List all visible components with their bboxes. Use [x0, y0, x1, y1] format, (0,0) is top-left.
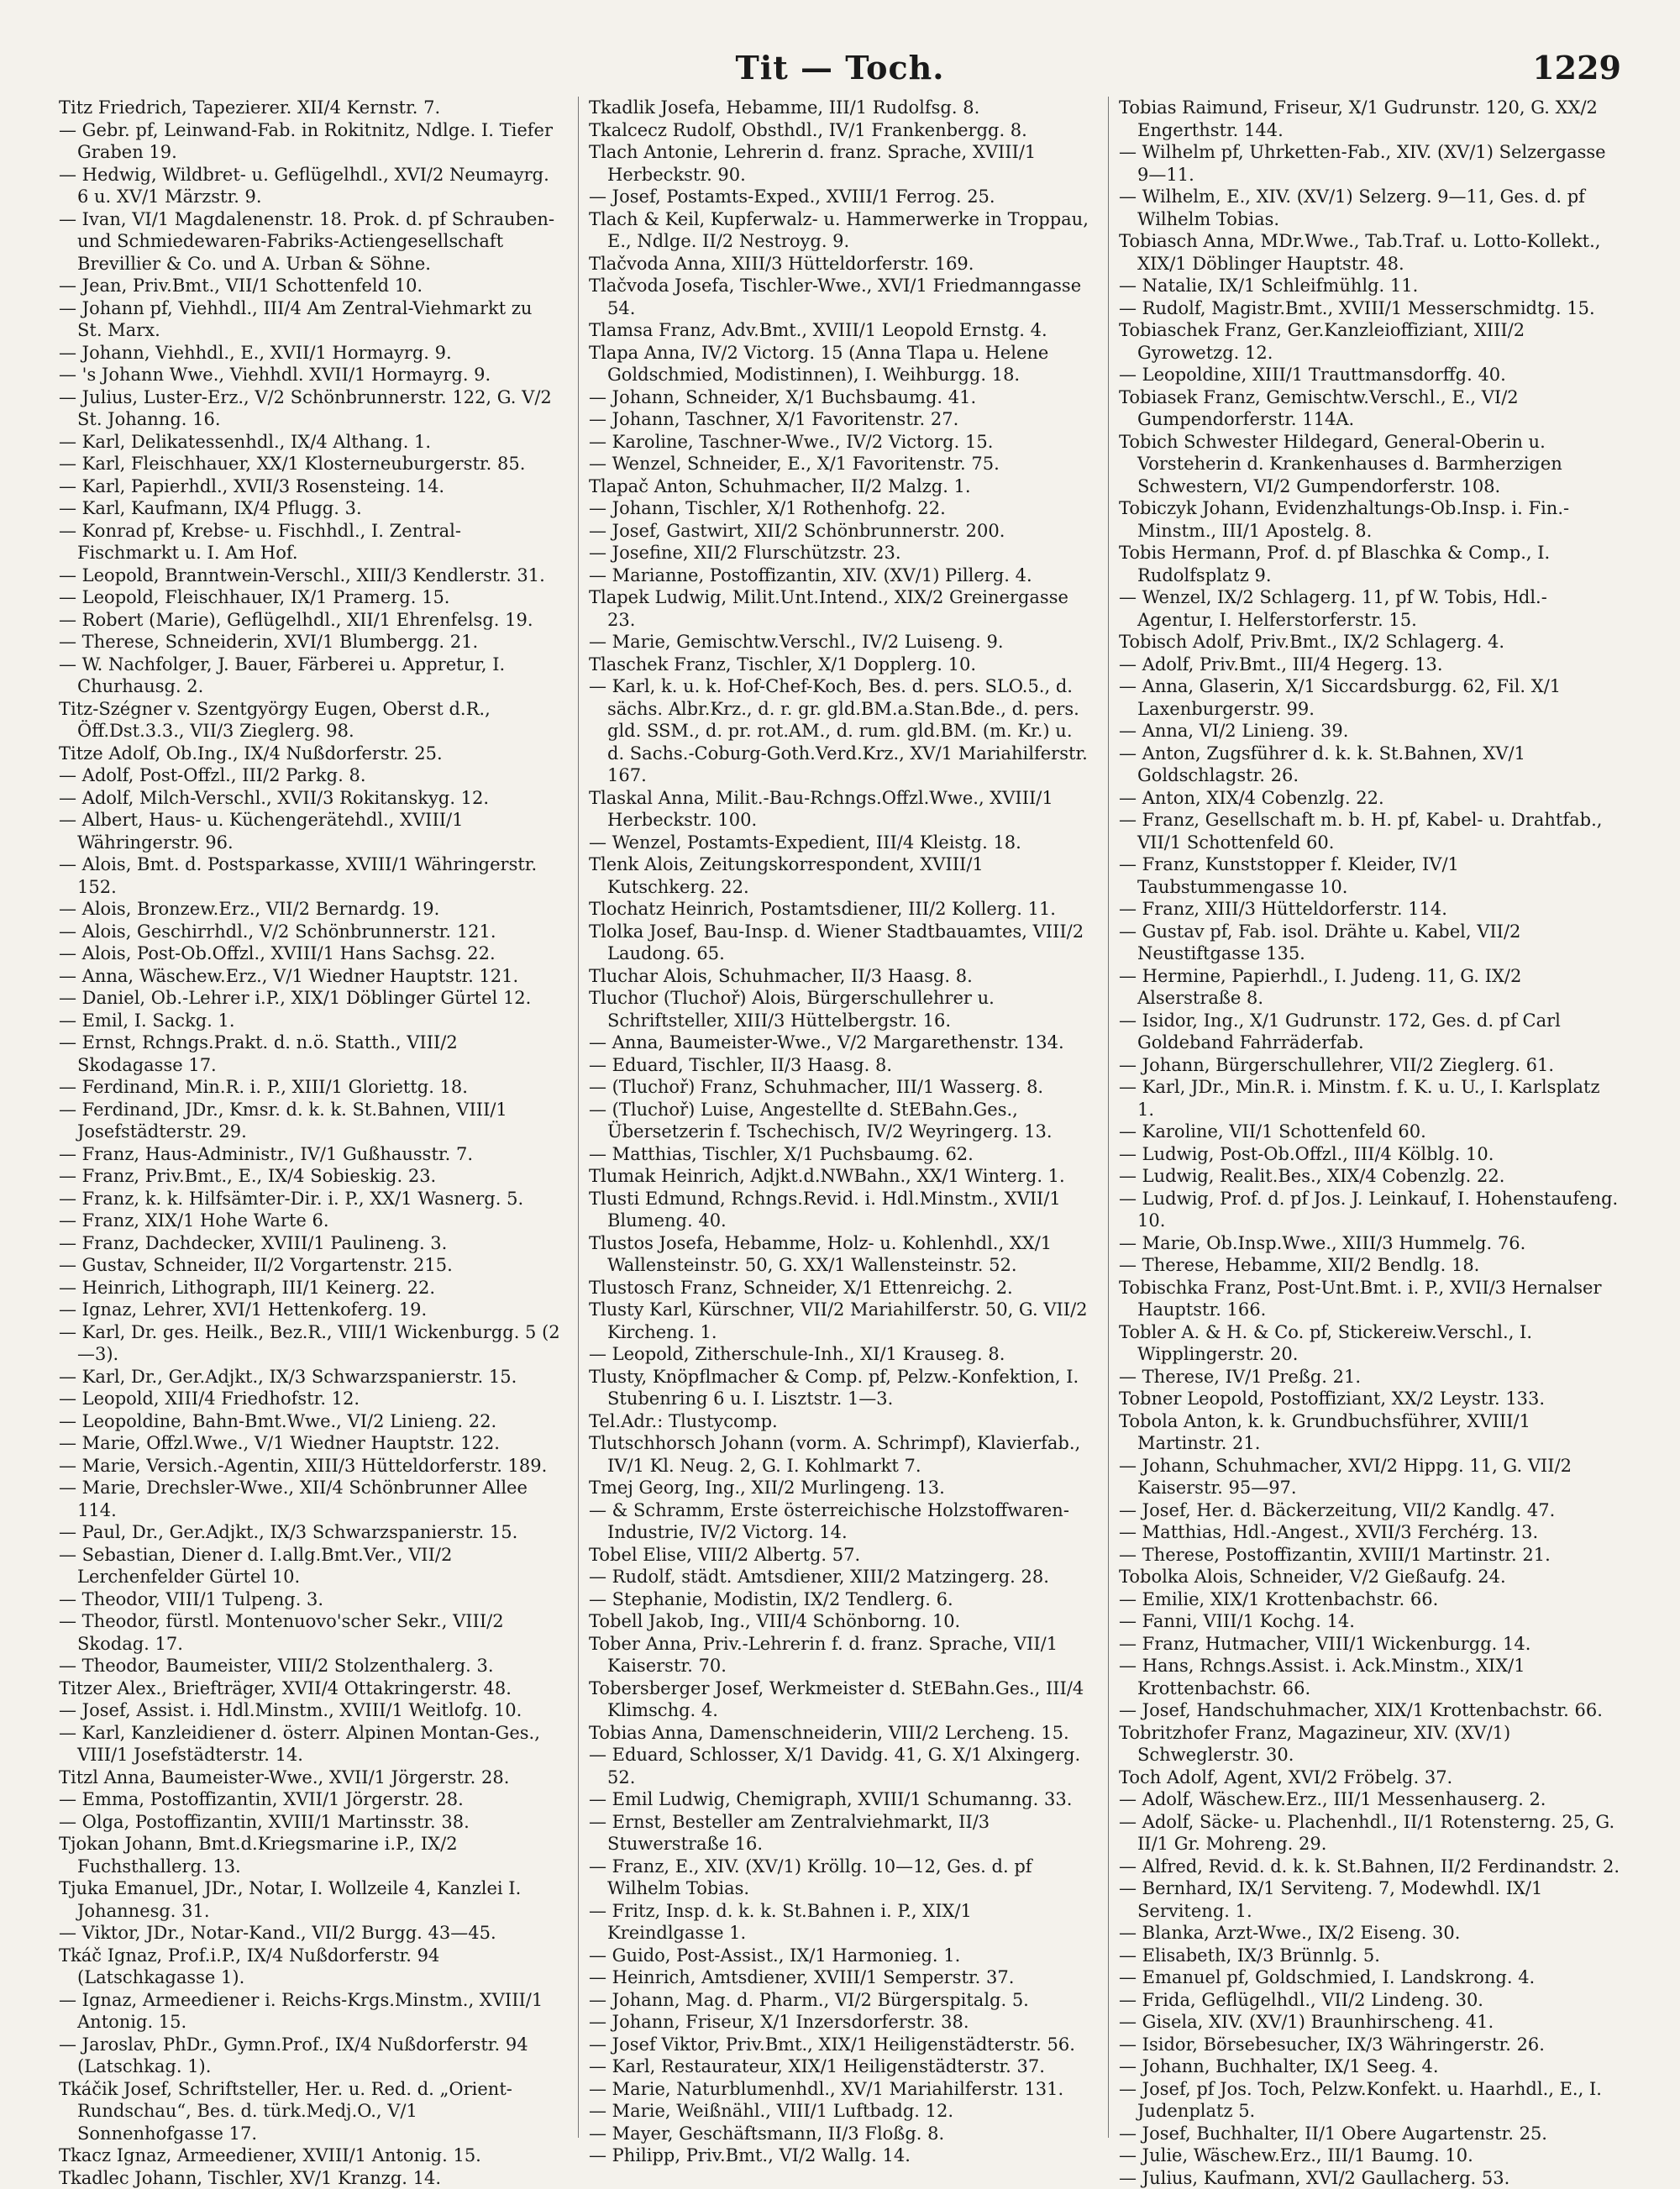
directory-entry: — Ludwig, Prof. d. pf Jos. J. Leinkauf, I. Hohenstaufeng. 10.: [1119, 1188, 1621, 1232]
directory-entry: — Leopoldine, XIII/1 Trauttmansdorffg. 40.: [1119, 364, 1621, 386]
directory-entry: — Bernhard, IX/1 Serviteng. 7, Modewhdl. IX/1 Serviteng. 1.: [1119, 1877, 1621, 1922]
directory-entry: — Marianne, Postoffizantin, XIV. (XV/1) Pillerg. 4.: [589, 564, 1091, 587]
directory-entry: — Rudolf, städt. Amtsdiener, XIII/2 Matzingerg. 28.: [589, 1566, 1091, 1588]
directory-entry: — (Tluchoř) Luise, Angestellte d. StEBahn.Ges., Übersetzerin f. Tschechisch, IV/2 Weyringerg. 13.: [589, 1099, 1091, 1143]
directory-entry: — Josef, Handschuhmacher, XIX/1 Krottenbachstr. 66.: [1119, 1699, 1621, 1722]
directory-entry: Tlapa Anna, IV/2 Victorg. 15 (Anna Tlapa u. Helene Goldschmied, Modistinnen), I. Weihburgg. 18.: [589, 342, 1091, 386]
directory-entry: Tobel Elise, VIII/2 Albertg. 57.: [589, 1544, 1091, 1567]
directory-entry: — Alfred, Revid. d. k. k. St.Bahnen, II/2 Ferdinandstr. 2.: [1119, 1856, 1621, 1878]
directory-entry: — Johann, Tischler, X/1 Rothenhofg. 22.: [589, 497, 1091, 520]
directory-entry: — Emanuel pf, Goldschmied, I. Landskrong. 4.: [1119, 1966, 1621, 1989]
directory-entry: — Franz, Priv.Bmt., E., IX/4 Sobieskig. 23.: [59, 1165, 561, 1188]
directory-entry: Tlusty, Knöpflmacher & Comp. pf, Pelzw.-Konfektion, I. Stubenring 6 u. I. Lisztstr. 1—3.: [589, 1366, 1091, 1410]
directory-entry: — Johann, Schneider, X/1 Buchsbaumg. 41.: [589, 386, 1091, 409]
directory-entry: — Johann, Friseur, X/1 Inzersdorferstr. 38.: [589, 2011, 1091, 2034]
directory-entry: — Leopold, Branntwein-Verschl., XIII/3 Kendlerstr. 31.: [59, 564, 561, 587]
directory-entry: — Ludwig, Realit.Bes., XIX/4 Cobenzlg. 22.: [1119, 1165, 1621, 1188]
directory-entry: — Karl, Papierhdl., XVII/3 Rosensteing. 14.: [59, 475, 561, 498]
directory-entry: — Franz, Dachdecker, XVIII/1 Paulineng. 3.: [59, 1232, 561, 1255]
directory-entry: — Robert (Marie), Geflügelhdl., XII/1 Ehrenfelsg. 19.: [59, 609, 561, 632]
directory-entry: — Johann pf, Viehhdl., III/4 Am Zentral-Viehmarkt zu St. Marx.: [59, 297, 561, 342]
directory-entry: — Josef, Gastwirt, XII/2 Schönbrunnerstr. 200.: [589, 520, 1091, 543]
directory-entry: Titz-Szégner v. Szentgyörgy Eugen, Oberst d.R., Öff.Dst.3.3., VII/3 Zieglerg. 98.: [59, 698, 561, 743]
directory-entry: Tkadlik Josefa, Hebamme, III/1 Rudolfsg. 8.: [589, 97, 1091, 119]
directory-entry: — Daniel, Ob.-Lehrer i.P., XIX/1 Döblinger Gürtel 12.: [59, 987, 561, 1010]
directory-entry: — Alois, Bronzew.Erz., VII/2 Bernardg. 19.: [59, 898, 561, 921]
page-number: 1229: [1532, 49, 1621, 87]
directory-entry: — Anna, VI/2 Linieng. 39.: [1119, 720, 1621, 743]
directory-entry: — Marie, Offzl.Wwe., V/1 Wiedner Hauptstr. 122.: [59, 1432, 561, 1455]
directory-entry: Tobiasek Franz, Gemischtw.Verschl., E., VI/2 Gumpendorferstr. 114A.: [1119, 386, 1621, 431]
directory-entry: Tjokan Johann, Bmt.d.Kriegsmarine i.P., IX/2 Fuchsthallerg. 13.: [59, 1833, 561, 1877]
directory-entry: — Jean, Priv.Bmt., VII/1 Schottenfeld 10.: [59, 275, 561, 297]
directory-entry: — Heinrich, Amtsdiener, XVIII/1 Semperstr. 37.: [589, 1966, 1091, 1989]
directory-entry: Tlumak Heinrich, Adjkt.d.NWBahn., XX/1 Winterg. 1.: [589, 1165, 1091, 1188]
directory-entry: — Emma, Postoffizantin, XVII/1 Jörgerstr. 28.: [59, 1788, 561, 1811]
directory-entry: — Therese, IV/1 Preßg. 21.: [1119, 1366, 1621, 1388]
directory-entry: — Mayer, Geschäftsmann, II/3 Floßg. 8.: [589, 2123, 1091, 2145]
directory-entry: — Leopoldine, Bahn-Bmt.Wwe., VI/2 Linieng. 22.: [59, 1410, 561, 1433]
directory-entry: — Hedwig, Wildbret- u. Geflügelhdl., XVI/2 Neumayrg. 6 u. XV/1 Märzstr. 9.: [59, 164, 561, 208]
directory-entry: — Wenzel, IX/2 Schlagerg. 11, pf W. Tobis, Hdl.-Agentur, I. Helferstorferstr. 15.: [1119, 586, 1621, 631]
directory-column-3: [1108, 97, 1621, 2138]
directory-entry: — Hermine, Papierhdl., I. Judeng. 11, G. IX/2 Alserstraße 8.: [1119, 965, 1621, 1010]
directory-entry: — Marie, Drechsler-Wwe., XII/4 Schönbrunner Allee 114.: [59, 1477, 561, 1521]
directory-entry: — Matthias, Tischler, X/1 Puchsbaumg. 62.: [589, 1143, 1091, 1166]
directory-entry: Tobias Anna, Damenschneiderin, VIII/2 Lercheng. 15.: [589, 1722, 1091, 1745]
directory-entry: — Karl, Delikatessenhdl., IX/4 Althang. 1.: [59, 431, 561, 454]
directory-entry: Titzer Alex., Briefträger, XVII/4 Ottakringerstr. 48.: [59, 1677, 561, 1700]
directory-entry: — Ivan, VI/1 Magdalenenstr. 18. Prok. d. pf Schrauben- und Schmiedewaren-Fabriks-Actiengesellschaft Brevillier & Co. und A. Urban & Söhne.: [59, 208, 561, 276]
directory-entry: Tkadlec Johann, Tischler, XV/1 Kranzg. 14.: [59, 2167, 561, 2189]
directory-entry: — Anton, Zugsführer d. k. k. St.Bahnen, XV/1 Goldschlagstr. 26.: [1119, 743, 1621, 787]
directory-entry: — Marie, Versich.-Agentin, XIII/3 Hütteldorferstr. 189.: [59, 1455, 561, 1478]
directory-entry: Tobiasch Anna, MDr.Wwe., Tab.Traf. u. Lotto-Kollekt., XIX/1 Döblinger Hauptstr. 48.: [1119, 230, 1621, 275]
directory-entry: — Julie, Wäschew.Erz., III/1 Baumg. 10.: [1119, 2144, 1621, 2167]
directory-entry: Tobiczyk Johann, Evidenzhaltungs-Ob.Insp. i. Fin.-Minstm., III/1 Apostelg. 8.: [1119, 497, 1621, 542]
directory-entry: — Alois, Bmt. d. Postsparkasse, XVIII/1 Währingerstr. 152.: [59, 853, 561, 898]
directory-entry: — Wenzel, Schneider, E., X/1 Favoritenstr. 75.: [589, 453, 1091, 475]
directory-entry: — Karl, JDr., Min.R. i. Minstm. f. K. u. U., I. Karlsplatz 1.: [1119, 1076, 1621, 1121]
directory-entry: — Viktor, JDr., Notar-Kand., VII/2 Burgg. 43—45.: [59, 1922, 561, 1945]
directory-entry: — Theodor, fürstl. Montenuovo'scher Sekr., VIII/2 Skodag. 17.: [59, 1610, 561, 1655]
directory-entry: Tkáčik Josef, Schriftsteller, Her. u. Red. d. „Orient-Rundschau“, Bes. d. türk.Medj.O., V/1 Sonnenhofgasse 17.: [59, 2078, 561, 2145]
directory-entry: — Josef, Buchhalter, II/1 Obere Augartenstr. 25.: [1119, 2123, 1621, 2145]
directory-entry: Tkáč Ignaz, Prof.i.P., IX/4 Nußdorferstr. 94 (Latschkagasse 1).: [59, 1945, 561, 1989]
directory-entry: Tlenk Alois, Zeitungskorrespondent, XVIII/1 Kutschkerg. 22.: [589, 853, 1091, 898]
directory-entry: — Emil, I. Sackg. 1.: [59, 1010, 561, 1032]
page-title: Tit — Toch.: [59, 49, 1621, 87]
directory-entry: — Rudolf, Magistr.Bmt., XVIII/1 Messerschmidtg. 15.: [1119, 297, 1621, 320]
directory-entry: — Karl, Kaufmann, IX/4 Pflugg. 3.: [59, 497, 561, 520]
directory-entry: — Leopold, Zitherschule-Inh., XI/1 Krauseg. 8.: [589, 1343, 1091, 1366]
directory-entry: — Fritz, Insp. d. k. k. St.Bahnen i. P., XIX/1 Kreindlgasse 1.: [589, 1900, 1091, 1945]
directory-entry: Tlaschek Franz, Tischler, X/1 Dopplerg. 10.: [589, 654, 1091, 676]
directory-entry: — Marie, Naturblumenhdl., XV/1 Mariahilferstr. 131.: [589, 2078, 1091, 2101]
directory-entry: Tobler A. & H. & Co. pf, Stickereiw.Verschl., I. Wipplingerstr. 20.: [1119, 1321, 1621, 1366]
directory-entry: — Konrad pf, Krebse- u. Fischhdl., I. Zentral-Fischmarkt u. I. Am Hof.: [59, 520, 561, 564]
directory-entry: — Stephanie, Modistin, IX/2 Tendlerg. 6.: [589, 1588, 1091, 1611]
directory-entry: — Marie, Ob.Insp.Wwe., XIII/3 Hummelg. 76.: [1119, 1232, 1621, 1255]
directory-entry: — Leopold, XIII/4 Friedhofstr. 12.: [59, 1388, 561, 1410]
directory-entry: — Wenzel, Postamts-Expedient, III/4 Kleistg. 18.: [589, 832, 1091, 854]
directory-entry: — Johann, Bürgerschullehrer, VII/2 Zieglerg. 61.: [1119, 1054, 1621, 1077]
directory-entry: Tlustosch Franz, Schneider, X/1 Ettenreichg. 2.: [589, 1277, 1091, 1299]
directory-entry: — Emil Ludwig, Chemigraph, XVIII/1 Schumanng. 33.: [589, 1788, 1091, 1811]
directory-entry: — Karl, Kanzleidiener d. österr. Alpinen Montan-Ges., VIII/1 Josefstädterstr. 14.: [59, 1722, 561, 1766]
directory-entry: — Johann, Taschner, X/1 Favoritenstr. 27.: [589, 408, 1091, 431]
directory-entry: — Josef Viktor, Priv.Bmt., XIX/1 Heiligenstädterstr. 56.: [589, 2034, 1091, 2056]
directory-entry: — Natalie, IX/1 Schleifmühlg. 11.: [1119, 275, 1621, 297]
directory-entry: — Wilhelm, E., XIV. (XV/1) Selzerg. 9—11, Ges. d. pf Wilhelm Tobias.: [1119, 186, 1621, 230]
directory-entry: — Ferdinand, Min.R. i. P., XIII/1 Gloriettg. 18.: [59, 1076, 561, 1099]
directory-entry: — Adolf, Post-Offzl., III/2 Parkg. 8.: [59, 764, 561, 787]
directory-entry: Tobich Schwester Hildegard, General-Oberin u. Vorsteherin d. Krankenhauses d. Barmherzigen Schwestern, VI/2 Gumpendorferstr. 108.: [1119, 431, 1621, 498]
directory-entry: — Blanka, Arzt-Wwe., IX/2 Eiseng. 30.: [1119, 1922, 1621, 1945]
directory-entry: — Anna, Glaserin, X/1 Siccardsburgg. 62, Fil. X/1 Laxenburgerstr. 99.: [1119, 675, 1621, 720]
directory-entry: Tlusti Edmund, Rchngs.Revid. i. Hdl.Minstm., XVII/1 Blumeng. 40.: [589, 1188, 1091, 1232]
directory-entry: — Franz, Hutmacher, VIII/1 Wickenburgg. 14.: [1119, 1633, 1621, 1656]
directory-entry: — Adolf, Säcke- u. Plachenhdl., II/1 Rotensterng. 25, G. II/1 Gr. Mohreng. 29.: [1119, 1811, 1621, 1856]
directory-entry: Tlapač Anton, Schuhmacher, II/2 Malzg. 1.: [589, 475, 1091, 498]
directory-entry: Tlach & Keil, Kupferwalz- u. Hammerwerke in Troppau, E., Ndlge. II/2 Nestroyg. 9.: [589, 208, 1091, 253]
directory-entry: — Heinrich, Lithograph, III/1 Keinerg. 22.: [59, 1277, 561, 1299]
directory-entry: — Ignaz, Lehrer, XVI/1 Hettenkoferg. 19.: [59, 1299, 561, 1321]
directory-entry: — W. Nachfolger, J. Bauer, Färberei u. Appretur, I. Churhausg. 2.: [59, 654, 561, 698]
directory-entry: — Leopold, Fleischhauer, IX/1 Pramerg. 15.: [59, 586, 561, 609]
directory-entry: Toch Adolf, Agent, XVI/2 Fröbelg. 37.: [1119, 1766, 1621, 1789]
directory-entry: — Adolf, Priv.Bmt., III/4 Hegerg. 13.: [1119, 654, 1621, 676]
directory-entry: — Hans, Rchngs.Assist. i. Ack.Minstm., XIX/1 Krottenbachstr. 66.: [1119, 1655, 1621, 1699]
directory-entry: Tobell Jakob, Ing., VIII/4 Schönborng. 10.: [589, 1610, 1091, 1633]
directory-entry: — Alois, Post-Ob.Offzl., XVIII/1 Hans Sachsg. 22.: [59, 942, 561, 965]
directory-entry: Tobner Leopold, Postoffiziant, XX/2 Leystr. 133.: [1119, 1388, 1621, 1410]
directory-entry: — Albert, Haus- u. Küchengerätehdl., XVIII/1 Währingerstr. 96.: [59, 809, 561, 853]
directory-entry: — Isidor, Ing., X/1 Gudrunstr. 172, Ges. d. pf Carl Goldeband Fahrräderfab.: [1119, 1010, 1621, 1054]
directory-entry: Tlustos Josefa, Hebamme, Holz- u. Kohlenhdl., XX/1 Wallensteinstr. 50, G. XX/1 Wallensteinstr. 52.: [589, 1232, 1091, 1277]
directory-entry: Titz Friedrich, Tapezierer. XII/4 Kernstr. 7.: [59, 97, 561, 119]
directory-entry: — Therese, Schneiderin, XVI/1 Blumbergg. 21.: [59, 631, 561, 654]
directory-entry: — Johann, Buchhalter, IX/1 Seeg. 4.: [1119, 2055, 1621, 2078]
directory-entry: — Philipp, Priv.Bmt., VI/2 Wallg. 14.: [589, 2144, 1091, 2167]
directory-entry: Tluchor (Tluchoř) Alois, Bürgerschullehrer u. Schriftsteller, XIII/3 Hüttelbergstr. 16.: [589, 987, 1091, 1032]
directory-entry: — Marie, Gemischtw.Verschl., IV/2 Luiseng. 9.: [589, 631, 1091, 654]
directory-entry: — Ludwig, Post-Ob.Offzl., III/4 Kölblg. 10.: [1119, 1143, 1621, 1166]
directory-entry: — Franz, k. k. Hilfsämter-Dir. i. P., XX/1 Wasnerg. 5.: [59, 1188, 561, 1210]
directory-entry: — Gustav, Schneider, II/2 Vorgartenstr. 215.: [59, 1254, 561, 1277]
directory-column-1: [59, 97, 561, 2138]
directory-entry: Titze Adolf, Ob.Ing., IX/4 Nußdorferstr. 25.: [59, 743, 561, 765]
directory-entry: Tobis Hermann, Prof. d. pf Blaschka & Comp., I. Rudolfsplatz 9.: [1119, 542, 1621, 586]
directory-entry: — Karl, Restaurateur, XIX/1 Heiligenstädterstr. 37.: [589, 2055, 1091, 2078]
directory-entry: — Therese, Postoffizantin, XVIII/1 Martinstr. 21.: [1119, 1544, 1621, 1567]
directory-entry: Tlapek Ludwig, Milit.Unt.Intend., XIX/2 Greinergasse 23.: [589, 586, 1091, 631]
directory-entry: Tkacz Ignaz, Armeediener, XVIII/1 Antonig. 15.: [59, 2144, 561, 2167]
directory-entry: — Josef, Assist. i. Hdl.Minstm., XVIII/1 Weitlofg. 10.: [59, 1699, 561, 1722]
directory-entry: — Adolf, Milch-Verschl., XVII/3 Rokitanskyg. 12.: [59, 787, 561, 810]
directory-entry: — Anna, Wäschew.Erz., V/1 Wiedner Hauptstr. 121.: [59, 965, 561, 988]
directory-entry: Tlaskal Anna, Milit.-Bau-Rchngs.Offzl.Wwe., XVIII/1 Herbeckstr. 100.: [589, 787, 1091, 832]
directory-entry: — 's Johann Wwe., Viehhdl. XVII/1 Hormayrg. 9.: [59, 364, 561, 386]
directory-entry: — Franz, E., XIV. (XV/1) Kröllg. 10—12, Ges. d. pf Wilhelm Tobias.: [589, 1856, 1091, 1900]
directory-entry: Tlačvoda Josefa, Tischler-Wwe., XVI/1 Friedmanngasse 54.: [589, 275, 1091, 319]
directory-entry: Tobritzhofer Franz, Magazineur, XIV. (XV/1) Schweglerstr. 30.: [1119, 1722, 1621, 1766]
directory-entry: — Olga, Postoffizantin, XVIII/1 Martinsstr. 38.: [59, 1811, 561, 1834]
directory-entry: — Johann, Schuhmacher, XVI/2 Hippg. 11, G. VII/2 Kaiserstr. 95—97.: [1119, 1455, 1621, 1499]
directory-entry: — Franz, XIX/1 Hohe Warte 6.: [59, 1210, 561, 1232]
directory-entry: — Josef, Postamts-Exped., XVIII/1 Ferrog. 25.: [589, 186, 1091, 208]
directory-entry: — Johann, Mag. d. Pharm., VI/2 Bürgerspitalg. 5.: [589, 1989, 1091, 2012]
directory-column-2: [578, 97, 1091, 2138]
directory-entry: Tlach Antonie, Lehrerin d. franz. Sprache, XVIII/1 Herbeckstr. 90.: [589, 141, 1091, 186]
directory-entry: Tluchar Alois, Schuhmacher, II/3 Haasg. 8.: [589, 965, 1091, 988]
directory-entry: Tlutschhorsch Johann (vorm. A. Schrimpf), Klavierfab., IV/1 Kl. Neug. 2, G. I. Kohlmarkt 7.: [589, 1432, 1091, 1477]
directory-entry: Tober Anna, Priv.-Lehrerin f. d. franz. Sprache, VII/1 Kaiserstr. 70.: [589, 1633, 1091, 1677]
directory-entry: — Josefine, XII/2 Flurschützstr. 23.: [589, 542, 1091, 564]
directory-entry: — (Tluchoř) Franz, Schuhmacher, III/1 Wasserg. 8.: [589, 1076, 1091, 1099]
directory-entry: Tlusty Karl, Kürschner, VII/2 Mariahilferstr. 50, G. VII/2 Kircheng. 1.: [589, 1299, 1091, 1343]
directory-entry: — Josef, Her. d. Bäckerzeitung, VII/2 Kandlg. 47.: [1119, 1499, 1621, 1522]
directory-entry: — Karl, Fleischhauer, XX/1 Klosterneuburgerstr. 85.: [59, 453, 561, 475]
page-header: [59, 49, 1621, 99]
directory-entry: Tobolka Alois, Schneider, V/2 Gießaufg. 24.: [1119, 1566, 1621, 1588]
directory-entry: — Franz, XIII/3 Hütteldorferstr. 114.: [1119, 898, 1621, 921]
directory-entry: Tobischka Franz, Post-Unt.Bmt. i. P., XVII/3 Hernalser Hauptstr. 166.: [1119, 1277, 1621, 1321]
directory-entry: — Julius, Luster-Erz., V/2 Schönbrunnerstr. 122, G. V/2 St. Johanng. 16.: [59, 386, 561, 431]
directory-entry: Tobiaschek Franz, Ger.Kanzleioffiziant, XIII/2 Gyrowetzg. 12.: [1119, 319, 1621, 364]
directory-entry: — Julius, Kaufmann, XVI/2 Gaullacherg. 53.: [1119, 2167, 1621, 2189]
directory-entry: — Theodor, VIII/1 Tulpeng. 3.: [59, 1588, 561, 1611]
directory-entry: — Ignaz, Armeediener i. Reichs-Krgs.Minstm., XVIII/1 Antonig. 15.: [59, 1989, 561, 2034]
directory-entry: — Eduard, Tischler, II/3 Haasg. 8.: [589, 1054, 1091, 1077]
directory-entry: — Anna, Baumeister-Wwe., V/2 Margarethenstr. 134.: [589, 1032, 1091, 1054]
directory-entry: Tobola Anton, k. k. Grundbuchsführer, XVIII/1 Martinstr. 21.: [1119, 1410, 1621, 1455]
directory-entry: Tobersberger Josef, Werkmeister d. StEBahn.Ges., III/4 Klimschg. 4.: [589, 1677, 1091, 1722]
directory-entry: Tlochatz Heinrich, Postamtsdiener, III/2 Kollerg. 11.: [589, 898, 1091, 921]
directory-entry: — Adolf, Wäschew.Erz., III/1 Messenhauserg. 2.: [1119, 1788, 1621, 1811]
directory-entry: Titzl Anna, Baumeister-Wwe., XVII/1 Jörgerstr. 28.: [59, 1766, 561, 1789]
directory-entry: — Eduard, Schlosser, X/1 Davidg. 41, G. X/1 Alxingerg. 52.: [589, 1744, 1091, 1788]
directory-entry: Tjuka Emanuel, JDr., Notar, I. Wollzeile 4, Kanzlei I. Johannesg. 31.: [59, 1877, 561, 1922]
directory-entry: Tlačvoda Anna, XIII/3 Hütteldorferstr. 169.: [589, 253, 1091, 276]
directory-entry: — Franz, Gesellschaft m. b. H. pf, Kabel- u. Drahtfab., VII/1 Schottenfeld 60.: [1119, 809, 1621, 853]
directory-entry: Tlolka Josef, Bau-Insp. d. Wiener Stadtbauamtes, VIII/2 Laudong. 65.: [589, 921, 1091, 965]
directory-entry: — Ernst, Rchngs.Prakt. d. n.ö. Statth., VIII/2 Skodagasse 17.: [59, 1032, 561, 1076]
directory-entry: — Josef, pf Jos. Toch, Pelzw.Konfekt. u. Haarhdl., E., I. Judenplatz 5.: [1119, 2078, 1621, 2123]
directory-entry: — Karl, Dr., Ger.Adjkt., IX/3 Schwarzspanierstr. 15.: [59, 1366, 561, 1388]
directory-entry: — Karoline, VII/1 Schottenfeld 60.: [1119, 1121, 1621, 1143]
directory-entry: Tlamsa Franz, Adv.Bmt., XVIII/1 Leopold Ernstg. 4.: [589, 319, 1091, 342]
directory-entry: Tobisch Adolf, Priv.Bmt., IX/2 Schlagerg. 4.: [1119, 631, 1621, 654]
directory-entry: — Ferdinand, JDr., Kmsr. d. k. k. St.Bahnen, VIII/1 Josefstädterstr. 29.: [59, 1099, 561, 1143]
directory-entry: — Isidor, Börsebesucher, IX/3 Währingerstr. 26.: [1119, 2034, 1621, 2056]
directory-entry: Tobias Raimund, Friseur, X/1 Gudrunstr. 120, G. XX/2 Engerthstr. 144.: [1119, 97, 1621, 141]
directory-entry: — Matthias, Hdl.-Angest., XVII/3 Ferchérg. 13.: [1119, 1521, 1621, 1544]
directory-entry: — & Schramm, Erste österreichische Holzstoffwaren-Industrie, IV/2 Victorg. 14.: [589, 1499, 1091, 1544]
directory-entry: — Jaroslav, PhDr., Gymn.Prof., IX/4 Nußdorferstr. 94 (Latschkag. 1).: [59, 2034, 561, 2078]
directory-entry: — Alois, Geschirrhdl., V/2 Schönbrunnerstr. 121.: [59, 921, 561, 943]
directory-entry: — Elisabeth, IX/3 Brünnlg. 5.: [1119, 1945, 1621, 1967]
directory-entry: — Gisela, XIV. (XV/1) Braunhirscheng. 41.: [1119, 2011, 1621, 2034]
directory-entry: — Anton, XIX/4 Cobenzlg. 22.: [1119, 787, 1621, 810]
directory-entry: Tel.Adr.: Tlustycomp.: [589, 1410, 1091, 1433]
directory-entry: — Wilhelm pf, Uhrketten-Fab., XIV. (XV/1) Selzergasse 9—11.: [1119, 141, 1621, 186]
directory-entry: — Karoline, Taschner-Wwe., IV/2 Victorg. 15.: [589, 431, 1091, 454]
directory-entry: — Gustav pf, Fab. isol. Drähte u. Kabel, VII/2 Neustiftgasse 135.: [1119, 921, 1621, 965]
directory-columns: [59, 97, 1621, 2138]
directory-entry: — Guido, Post-Assist., IX/1 Harmonieg. 1.: [589, 1945, 1091, 1967]
directory-entry: — Emilie, XIX/1 Krottenbachstr. 66.: [1119, 1588, 1621, 1611]
directory-entry: — Frida, Geflügelhdl., VII/2 Lindeng. 30.: [1119, 1989, 1621, 2012]
directory-entry: — Marie, Weißnähl., VIII/1 Luftbadg. 12.: [589, 2100, 1091, 2123]
directory-entry: Tkalcecz Rudolf, Obsthdl., IV/1 Frankenbergg. 8.: [589, 119, 1091, 142]
directory-entry: — Johann, Viehhdl., E., XVII/1 Hormayrg. 9.: [59, 342, 561, 365]
directory-entry: — Franz, Kunststopper f. Kleider, IV/1 Taubstummengasse 10.: [1119, 853, 1621, 898]
directory-entry: — Theodor, Baumeister, VIII/2 Stolzenthalerg. 3.: [59, 1655, 561, 1677]
directory-entry: — Paul, Dr., Ger.Adjkt., IX/3 Schwarzspanierstr. 15.: [59, 1521, 561, 1544]
directory-entry: — Franz, Haus-Administr., IV/1 Gußhausstr. 7.: [59, 1143, 561, 1166]
directory-entry: — Therese, Hebamme, XII/2 Bendlg. 18.: [1119, 1254, 1621, 1277]
directory-entry: — Ernst, Besteller am Zentralviehmarkt, II/3 Stuwerstraße 16.: [589, 1811, 1091, 1856]
directory-entry: — Karl, Dr. ges. Heilk., Bez.R., VIII/1 Wickenburgg. 5 (2—3).: [59, 1321, 561, 1366]
directory-entry: — Fanni, VIII/1 Kochg. 14.: [1119, 1610, 1621, 1633]
directory-entry: — Gebr. pf, Leinwand-Fab. in Rokitnitz, Ndlge. I. Tiefer Graben 19.: [59, 119, 561, 164]
directory-entry: Tmej Georg, Ing., XII/2 Murlingeng. 13.: [589, 1477, 1091, 1499]
directory-entry: — Karl, k. u. k. Hof-Chef-Koch, Bes. d. pers. SLO.5., d. sächs. Albr.Krz., d. r. gr. gld.BM.a.Stan.Bde., d. pers. gld. SSM., d. pr. rot.AM., d. rum. gld.BM. (m. Kr.) u. d. Sachs.-Coburg-Goth.Verd.Krz., XV/1 Mariahilferstr. 167.: [589, 675, 1091, 787]
directory-entry: — Sebastian, Diener d. I.allg.Bmt.Ver., VII/2 Lerchenfelder Gürtel 10.: [59, 1544, 561, 1588]
